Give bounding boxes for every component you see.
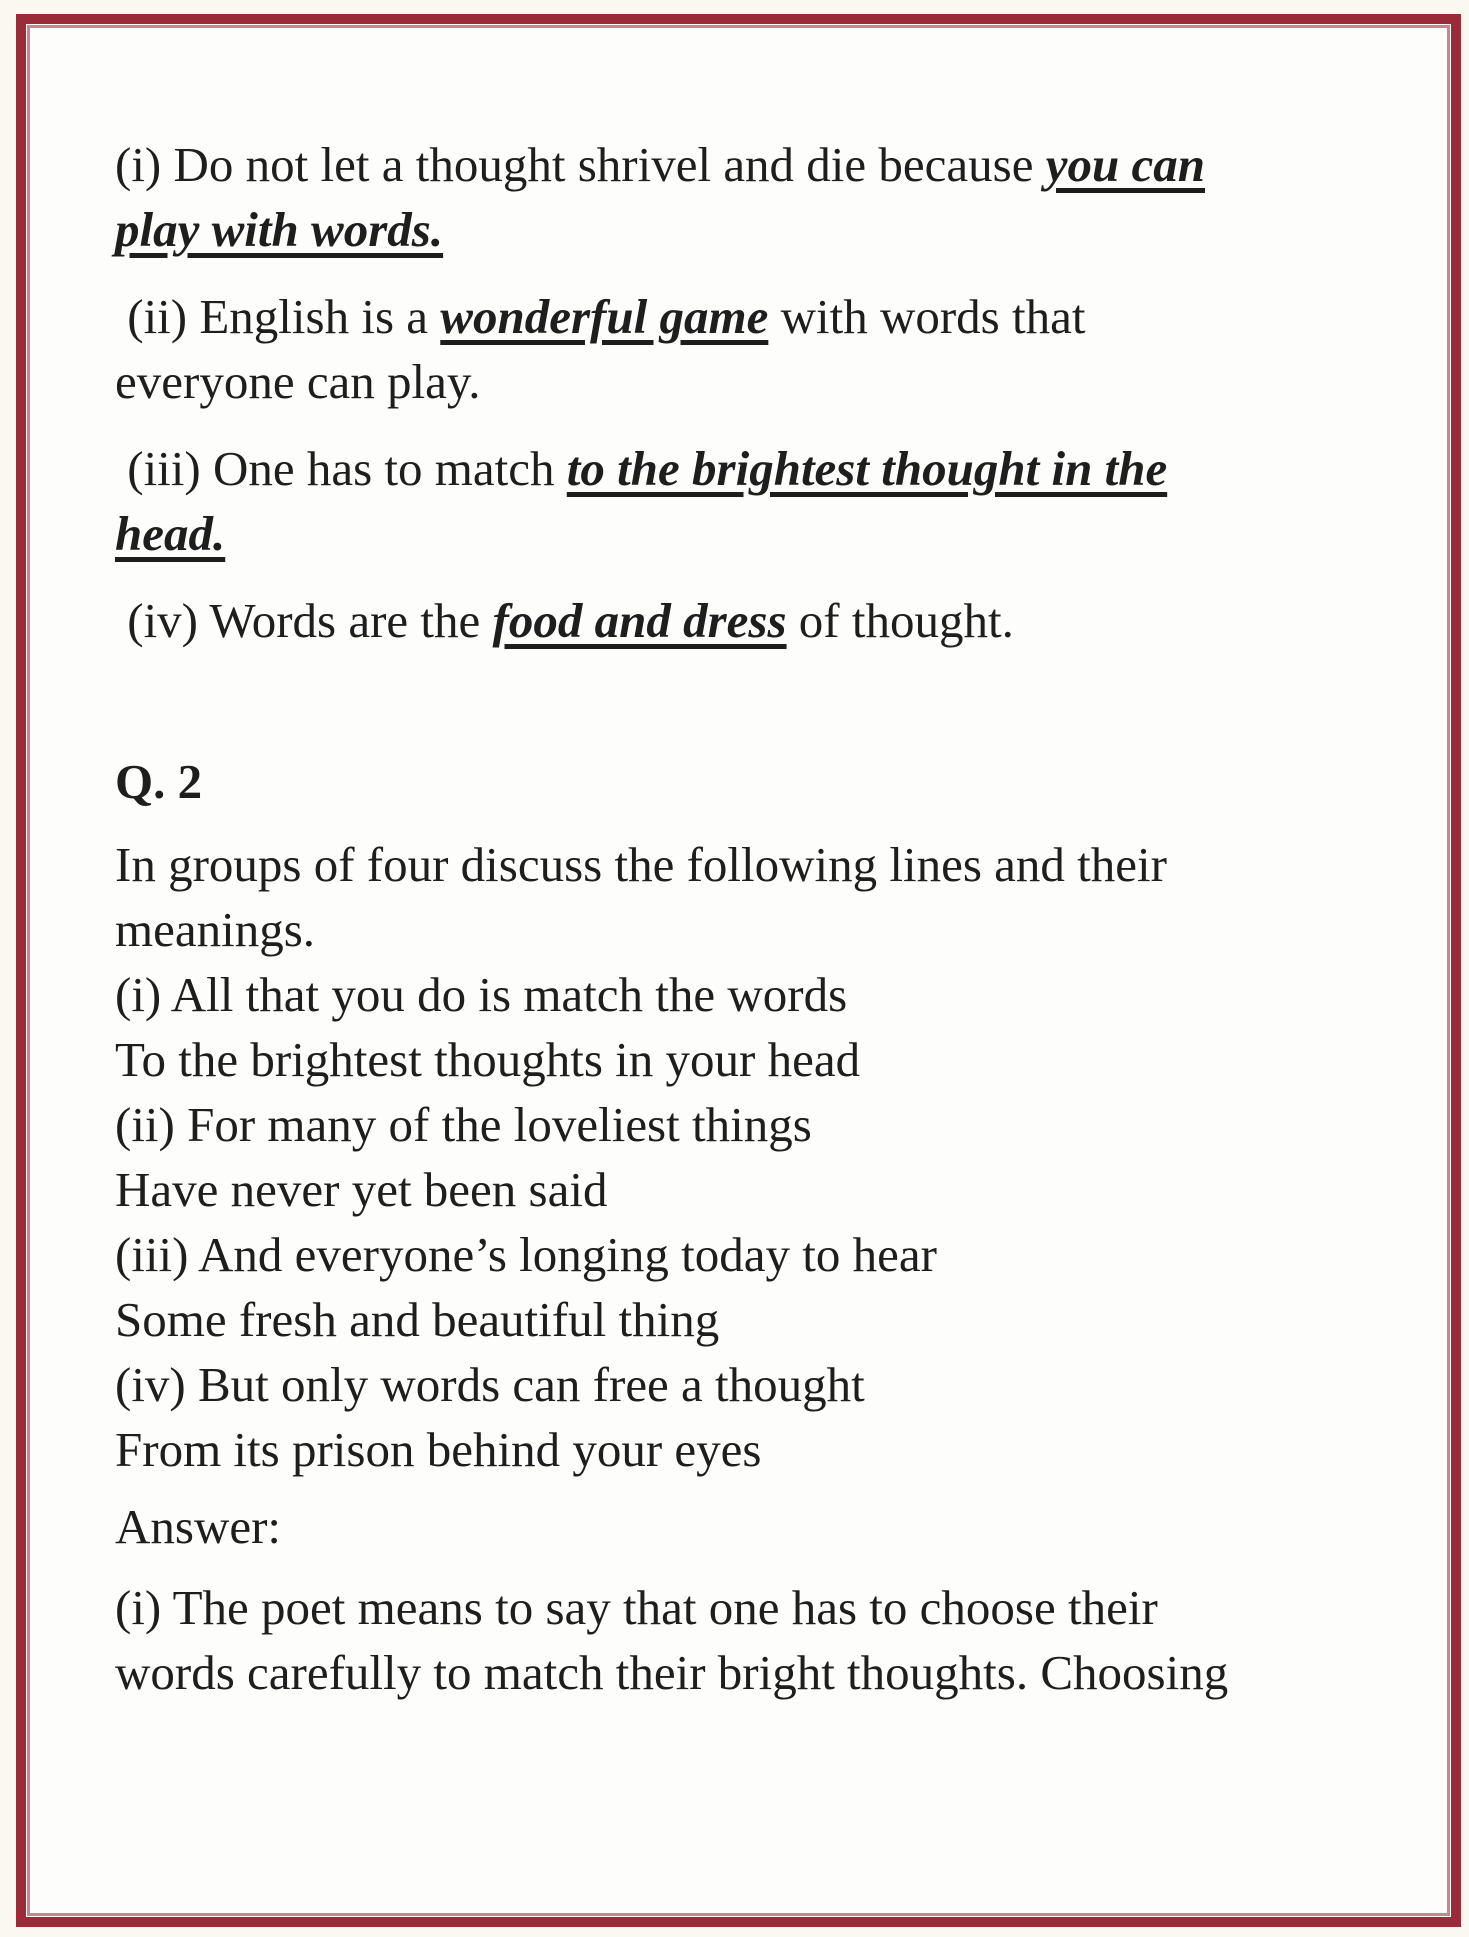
exercise1-item-ii [115,284,1391,414]
text-segment: (i) Do not let a thought shrivel and die because [115,137,1046,192]
text-segment: (iii) One has to match [115,441,567,496]
question-2-body [115,832,1391,1482]
page-border-outer [16,14,1461,1927]
text-segment: (ii) English is a [115,289,441,344]
text-segment: with words that [768,289,1086,344]
emphasis-segment: play with words. [115,202,444,257]
intro-line: In groups of four discuss the following lines and their [115,837,1167,892]
question-2-heading: Q. 2 [115,754,203,809]
emphasis-segment: to the brightest thought in the [566,441,1168,496]
exercise1-item-i [115,132,1391,262]
answer-text [115,1575,1391,1705]
text-segment: (iv) Words are the [115,593,493,648]
exercise1-item-iv [115,588,1391,653]
poem-line: (iii) And everyone’s longing today to hear [115,1227,937,1282]
poem-line: (ii) For many of the loveliest things [115,1097,812,1152]
poem-line: From its prison behind your eyes [115,1422,762,1477]
text-segment: of thought. [786,593,1014,648]
poem-line: (i) All that you do is match the words [115,967,848,1022]
page-content [30,28,1447,1705]
answer-label: Answer: [115,1499,282,1554]
poem-line: Have never yet been said [115,1162,608,1217]
emphasis-segment: you can [1045,137,1205,192]
emphasis-segment: head. [115,506,226,561]
page-border-inner [27,25,1450,1916]
intro-line: meanings. [115,902,316,957]
emphasis-segment: wonderful game [440,289,769,344]
answer-line: words carefully to match their bright thoughts. Choosing [115,1645,1229,1700]
poem-line: Some fresh and beautiful thing [115,1292,720,1347]
poem-line: (iv) But only words can free a thought [115,1357,865,1412]
text-segment: everyone can play. [115,354,481,409]
exercise1-item-iii [115,436,1391,566]
emphasis-segment: food and dress [492,593,787,648]
answer-line: (i) The poet means to say that one has to choose their [115,1580,1158,1635]
poem-line: To the brightest thoughts in your head [115,1032,861,1087]
